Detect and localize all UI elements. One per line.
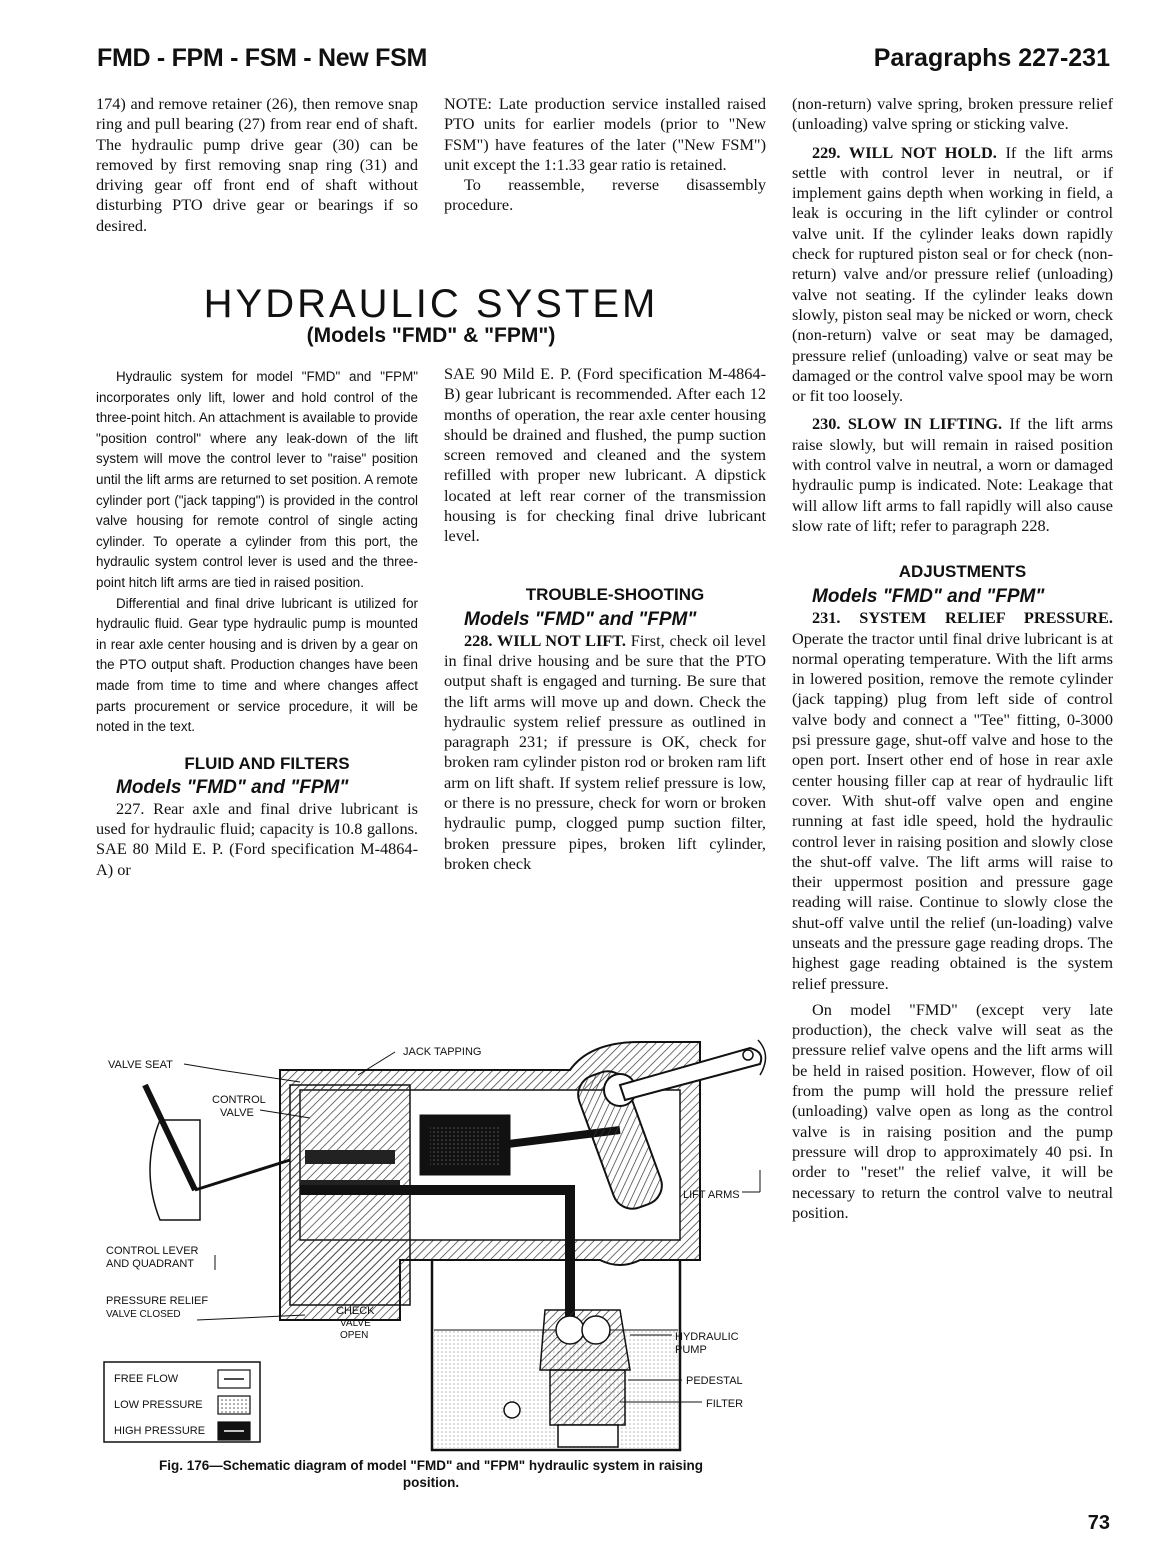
control-valve-spool — [305, 1150, 395, 1164]
paragraph-lead: 230. SLOW IN LIFTING. — [812, 414, 1003, 434]
page-number: 73 — [1087, 1512, 1110, 1534]
paragraph: 174) and remove retainer (26), then remove snap ring and pull bearing (27) from rear end of shaft. The hydraulic pump drive gear (30) can be removed by first removing snap ring (31) and driving gear off front end of shaft without disturbing PTO drive gear or bearings if so desired. — [96, 94, 418, 235]
caption-line-1: Fig. 176—Schematic diagram of model "FMD" and "FPM" hydraulic system in raising — [159, 1458, 703, 1473]
label-check-line1: CHECK — [336, 1305, 375, 1317]
troubleshooting-heading: TROUBLE-SHOOTING — [525, 584, 705, 604]
paragraph-229 — [792, 143, 1113, 407]
control-quadrant — [150, 1120, 200, 1220]
running-header-right: Paragraphs 227-231 — [873, 44, 1110, 72]
label-relief-line2: VALVE CLOSED — [106, 1309, 181, 1320]
section-subtitle: (Models "FMD" & "FPM") — [306, 324, 556, 347]
paragraph: (non-return) valve spring, broken pressure relief (unloading) valve spring or sticking valve. — [792, 94, 1113, 134]
label-check-line2: VALVE — [340, 1318, 371, 1329]
legend-swatch-low-pressure — [218, 1396, 250, 1414]
paragraph-231 — [792, 608, 1113, 994]
column-3 — [792, 94, 1113, 1223]
label-control-lever-line1: CONTROL LEVER — [106, 1245, 199, 1257]
paragraph: Differential and final drive lubricant is utilized for hydraulic fluid. Gear type hydraulic pump is mounted in rear axle center housing and is driven by a gear on the PTO output shaft. Production changes have been made from time to time and where changes affect parts procurement or service procedure, it will be noted in the text. — [96, 595, 418, 735]
column-2-body — [444, 364, 766, 874]
hydraulic-schematic-figure — [100, 1030, 772, 1460]
label-control-valve-line2: VALVE — [220, 1107, 254, 1119]
fluid-subheading: Models "FMD" and "FPM" — [116, 776, 349, 798]
fluid-heading: FLUID AND FILTERS — [184, 753, 350, 773]
paragraph: On model "FMD" (except very late production), the check valve will seat as the pressure relief valve opens and the lift arms will be held in raised position. However, flow of oil from the pump will hold the pressure relief (unloading) valve open as long as the control valve is in raising position and the pump pressure will drop to approximately 40 psi. In order to "reset" the relief valve, it will be necessary to return the control valve to neutral position. — [792, 999, 1113, 1222]
control-linkage — [195, 1160, 290, 1190]
paragraph-text: First, check oil level in final drive housing and be sure that the PTO output shaft is engaged and turning. Be sure that the lift arms will move up and down. Check the hydraulic system relief pressure as outlined in paragraph 231; if pressure is OK, check for broken ram cylinder piston rod or broken ram lift arm on lift shaft. If system relief pressure is low, or there is no pressure, check for worn or broken hydraulic pump, clogged pump suction filter, broken pressure pipes, broken lift cylinder, broken check — [444, 630, 766, 873]
label-valve-seat: VALVE SEAT — [108, 1059, 173, 1071]
caption-line-2: position. — [402, 1475, 460, 1490]
paragraph-lead: 228. WILL NOT LIFT. — [464, 630, 626, 650]
paragraph-text: If the lift arms raise slowly, but will remain in raised position with control valve in neutral, a worn or damaged hydraulic pump is indicated. Note: Leakage that will allow lift arms to fall rapidly will also cause slow rate of lift; refer to paragraph 228. — [792, 414, 1113, 535]
lift-arm-pin — [743, 1050, 753, 1060]
column-1-body — [96, 367, 418, 880]
paragraph: NOTE: Late production service installed raised PTO units for earlier models (prior to "New FSM") have features of the later ("New FSM") unit except the 1:1.33 gear ratio is retained. — [444, 94, 766, 174]
label-pump-line1: HYDRAULIC — [675, 1331, 739, 1343]
legend-high-pressure: HIGH PRESSURE — [114, 1425, 206, 1437]
paragraph-227: 227. Rear axle and final drive lubricant is used for hydraulic fluid; capacity is 10.8 gallons. SAE 80 Mild E. P. (Ford specification M-4864-A) or — [96, 798, 418, 879]
paragraph-lead: 229. WILL NOT HOLD. — [812, 142, 997, 162]
paragraph: SAE 90 Mild E. P. (Ford specification M-4864-B) gear lubricant is recommended. After each 12 months of operation, the rear axle center housing should be drained and flushed, the pump suction screen removed and cleaned and the system refilled with proper new lubricant. A dipstick located at left rear corner of the transmission housing is for checking final drive lubricant level. — [444, 364, 766, 546]
cylinder-chamber — [430, 1125, 500, 1165]
pump-gear-1 — [556, 1316, 584, 1344]
column-1-top — [96, 94, 418, 236]
pressure-gauge — [504, 1402, 520, 1418]
section-title: HYDRAULIC SYSTEM — [203, 282, 659, 326]
paragraph-lead: 231. SYSTEM RELIEF PRESSURE. — [812, 608, 1113, 628]
troubleshooting-subheading: Models "FMD" and "FPM" — [464, 608, 697, 630]
label-control-lever-line2: AND QUADRANT — [106, 1258, 195, 1270]
paragraph-230 — [792, 414, 1113, 536]
column-2-top — [444, 94, 766, 216]
running-header-left: FMD - FPM - FSM - New FSM — [97, 44, 427, 72]
paragraph-text: Operate the tractor until final drive lubricant is at normal operating temperature. With the lift arms in lowered position, remove the remote cylinder (jack tapping) plug from left side of control valve body and connect a "Tee" fitting, 0-3000 psi pressure gage, shut-off valve and hose to the open port. Insert other end of hose in rear axle center housing filler cap at rear of hydraulic lift cover. With shut-off valve open and engine running at fast idle speed, hold the hydraulic control lever in raising position and slowly close the shut-off valve. The lift arms will raise to their uppermost position and pressure gage reading will raise. Continue to slowly close the shut-off valve until the relief (un-loading) valve unseats and the pressure gage reading drops. The highest gage reading obtained is the system relief pressure. — [792, 628, 1113, 993]
figure-caption — [96, 1457, 766, 1491]
pedestal — [550, 1370, 625, 1425]
paragraph-text: If the lift arms settle with control lever in neutral, or if implement gains depth when working in field, a leak is occuring in the lift cylinder or control valve unit. If the cylinder leaks down rapidly check for ruptured piston seal or for check (non-return) valve and/or pressure relief (unloading) valve not seating. If the cylinder leaks down slowly, piston seal may be nicked or worn, check (non-return) valve or seat may be damaged, pressure relief (unloading) valve or seat may be damaged or the control valve spool may be worn or fit too loosely. — [792, 142, 1113, 406]
legend-free-flow: FREE FLOW — [114, 1373, 179, 1385]
leader — [184, 1064, 220, 1070]
adjustments-heading: ADJUSTMENTS — [898, 562, 1027, 582]
label-relief-line1: PRESSURE RELIEF — [106, 1295, 209, 1307]
label-filter: FILTER — [706, 1398, 744, 1410]
pump-filter — [558, 1425, 618, 1447]
paragraph: Hydraulic system for model "FMD" and "FPM" incorporates only lift, lower and hold control of the three-point hitch. An attachment is available to provide "position control" where any leak-down of the lift system will move the control lever to "raise" position until the lift arms are returned to set position. A remote cylinder port ("jack tapping") is provided in the control valve housing for remote control of single acting cylinder. To operate a cylinder from this port, the hydraulic system control lever is used and the three-point hitch lift arms are tied in raised position. — [96, 369, 418, 590]
paragraph-228 — [444, 631, 766, 875]
figure-legend — [104, 1362, 260, 1442]
hydraulic-pump — [540, 1310, 630, 1370]
paragraph: To reassemble, reverse disassembly procedure. — [444, 175, 766, 215]
adjustments-subheading: Models "FMD" and "FPM" — [812, 586, 1045, 608]
label-control-valve-line1: CONTROL — [212, 1094, 266, 1106]
label-lift-arms: LIFT ARMS — [683, 1189, 740, 1201]
legend-low-pressure: LOW PRESSURE — [114, 1399, 203, 1411]
label-check-line3: OPEN — [340, 1330, 369, 1341]
label-pump-line2: PUMP — [675, 1344, 707, 1356]
pump-gear-2 — [582, 1316, 610, 1344]
label-jack-tapping: JACK TAPPING — [403, 1046, 482, 1058]
label-pedestal: PEDESTAL — [686, 1375, 743, 1387]
